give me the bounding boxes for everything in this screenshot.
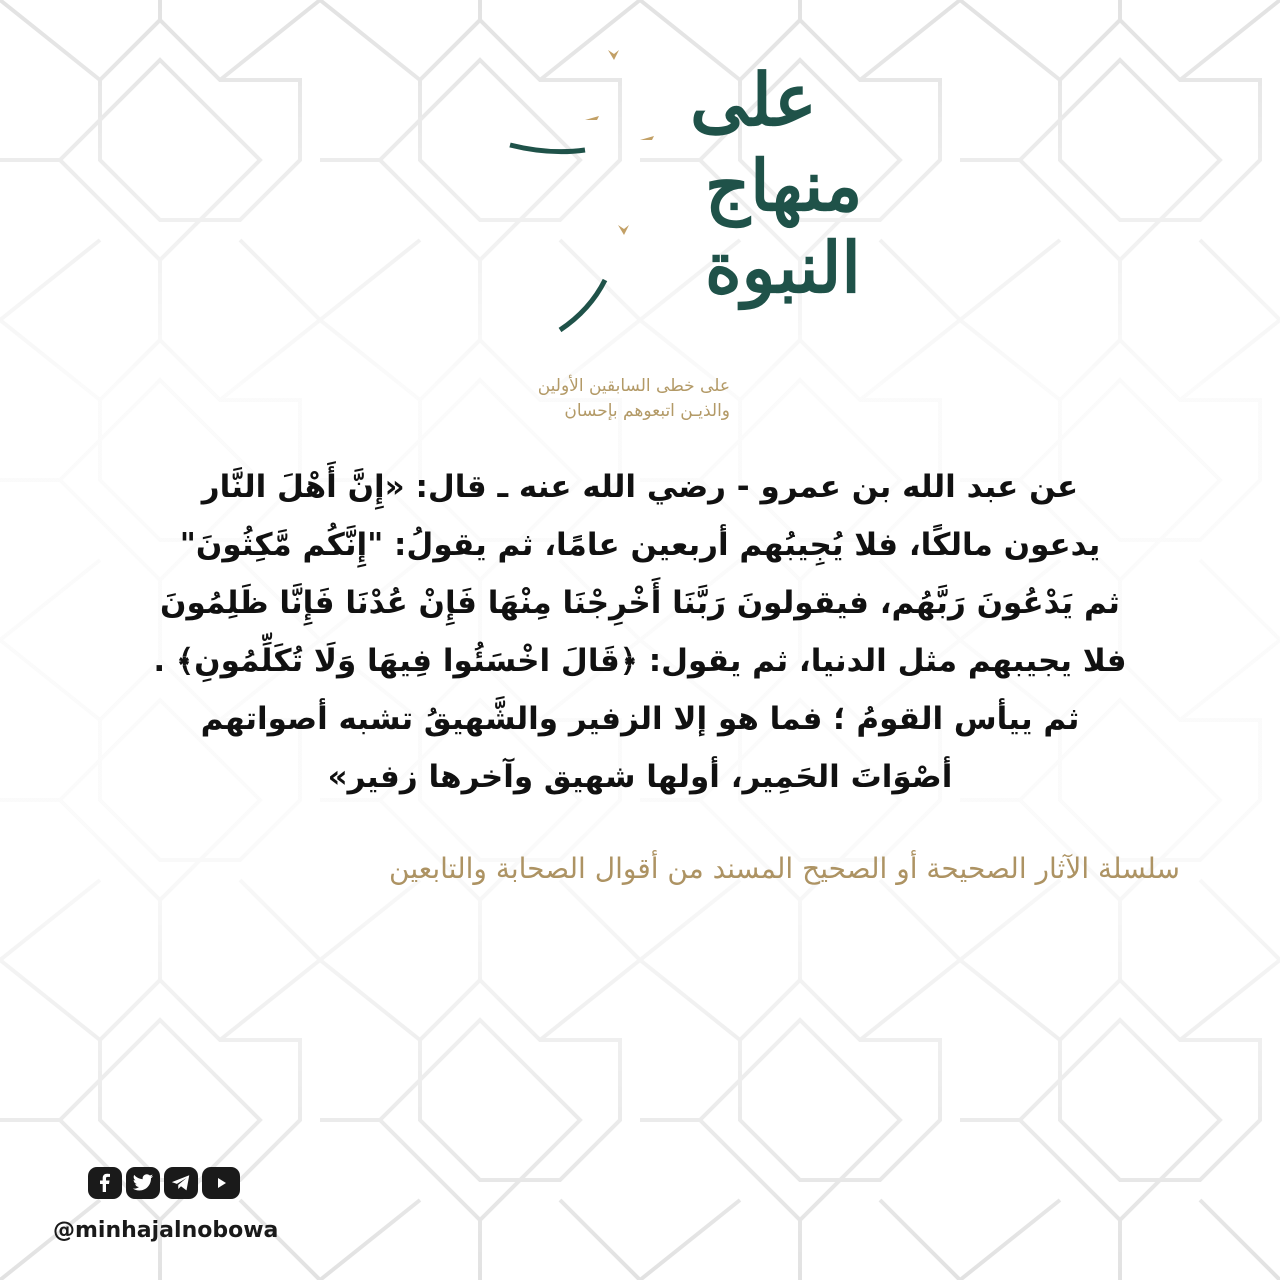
hadith-line: عن عبد الله بن عمرو - رضي الله عنه ـ قال: «إِنَّ أَهْلَ النَّار: [201, 469, 1079, 505]
hadith-line: أصْوَاتَ الحَمِير، أولها شهيق وآخرها زفير»: [327, 759, 953, 795]
logo-line-1: على: [690, 57, 817, 142]
youtube-icon[interactable]: [202, 1167, 240, 1199]
facebook-icon[interactable]: [88, 1167, 122, 1199]
logo-tagline-2: والذيـن اتبعوهم بإحسان: [564, 401, 730, 421]
brand-logo: [490, 30, 863, 421]
logo-tagline-1: على خطى السابقين الأولين: [537, 376, 730, 396]
logo-line-2: منهاج: [705, 144, 863, 227]
hadith-text: [150, 458, 1130, 806]
series-title: سلسلة الآثار الصحيحة أو الصحيح المسند من أقوال الصحابة والتابعين: [389, 852, 1180, 885]
social-handle[interactable]: @minhajalnobowa: [53, 1218, 279, 1243]
logo-diacritics: [585, 50, 654, 235]
hadith-line: ثم يَدْعُونَ رَبَّهُم، فيقولونَ رَبَّنَا أَخْرِجْنَا مِنْهَا فَإِنْ عُدْنَا فَإِنَّا ظَلِمُونَ: [160, 585, 1120, 621]
logo-line-3: النبوة: [705, 226, 861, 309]
hadith-line: ثم ييأس القومُ ؛ فما هو إلا الزفير والشَّهيقُ تشبه أصواتهم: [200, 701, 1080, 737]
calligraphy-logo: [490, 30, 863, 330]
hadith-line: يدعون مالكًا، فلا يُجِيبُهم أربعين عامًا، ثم يقولُ: "إِنَّكُم مَّكِثُونَ": [179, 527, 1101, 563]
hadith-line: فلا يجيبهم مثل الدنيا، ثم يقول: ﴿قَالَ اخْسَئُوا فِيهَا وَلَا تُكَلِّمُونِ﴾ .: [153, 643, 1127, 679]
logo-tail: [560, 280, 605, 330]
telegram-icon[interactable]: [164, 1167, 198, 1199]
social-icons: [88, 1167, 240, 1201]
twitter-icon[interactable]: [126, 1167, 160, 1199]
logo-swash: [510, 145, 585, 152]
